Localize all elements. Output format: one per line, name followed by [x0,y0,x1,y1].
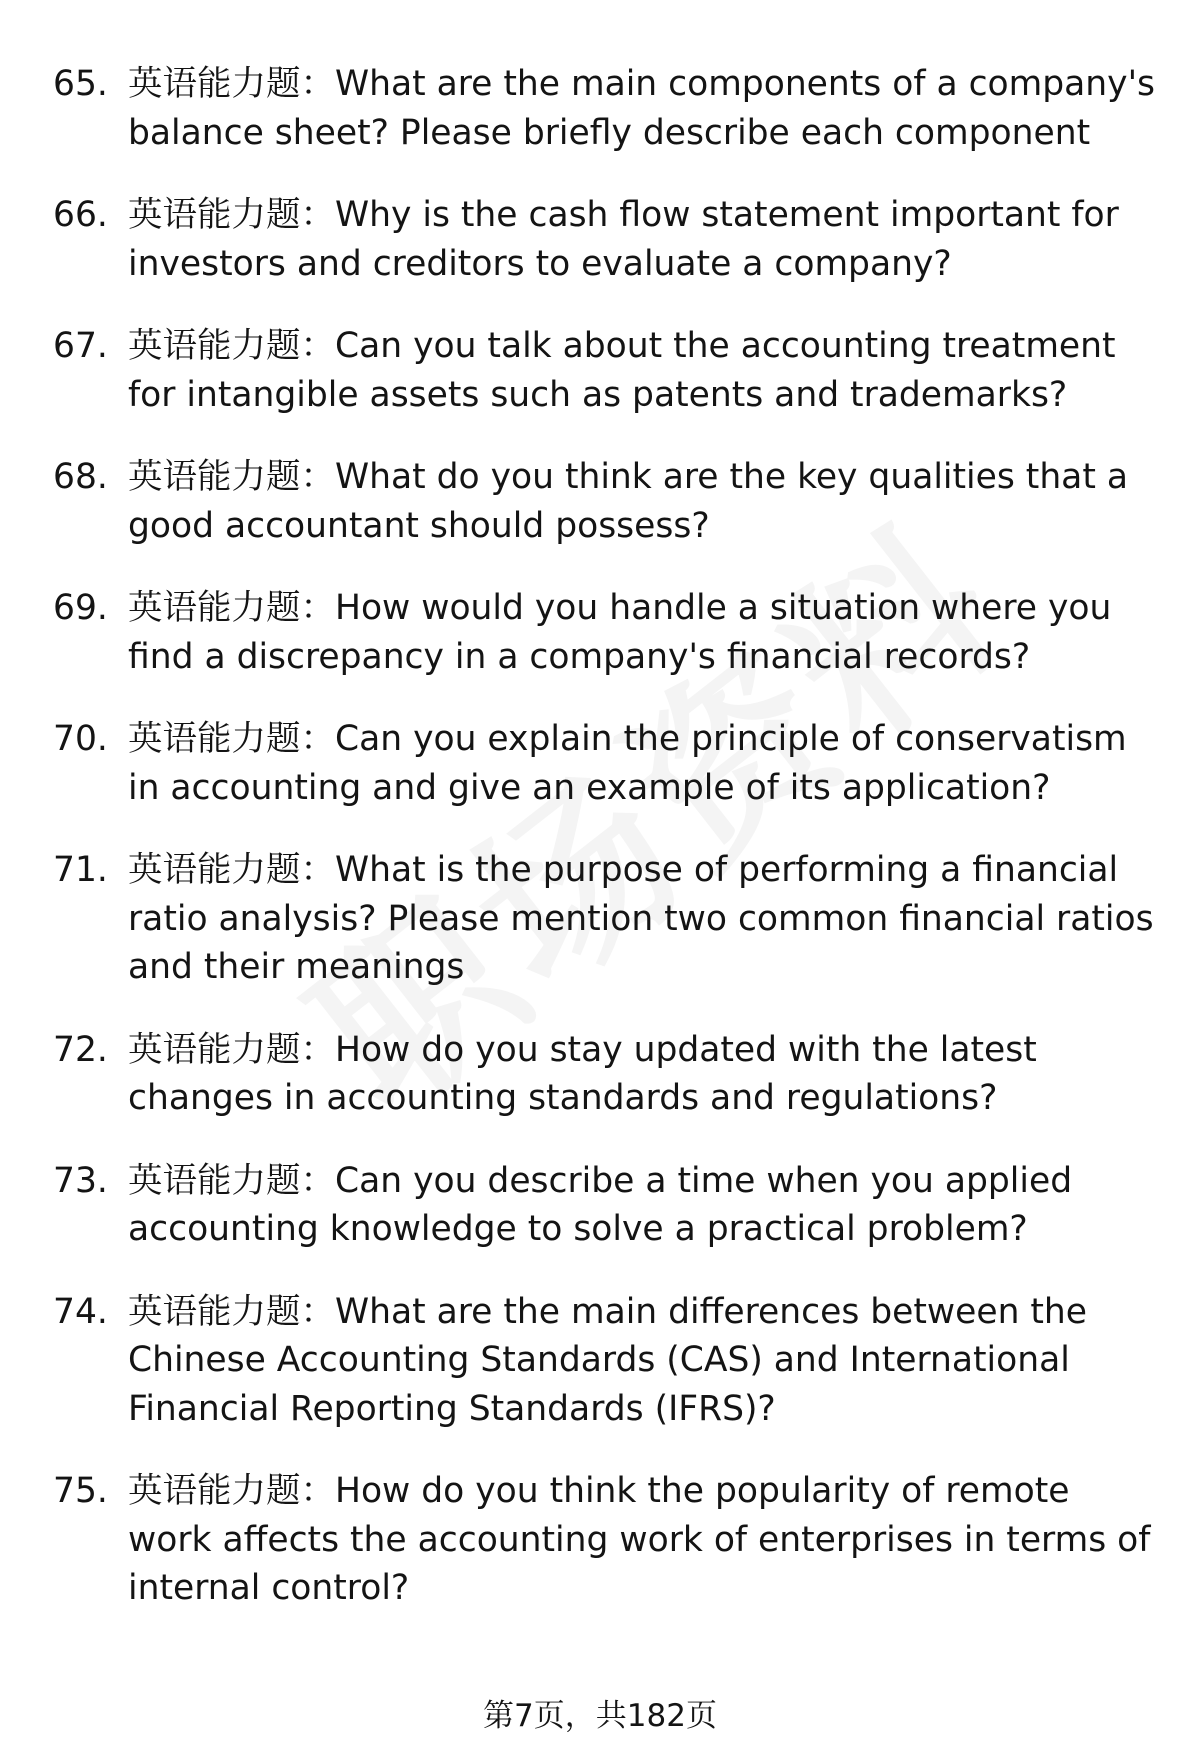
question-number: 67. [53,326,108,366]
question-item [0,191,1200,288]
question-prefix: 英语能力题： [128,1160,335,1201]
question-text [128,715,1160,812]
question-item [0,1467,1200,1613]
question-number: 74. [53,1291,108,1332]
question-prefix: 英语能力题： [128,719,335,759]
question-text [128,1026,1160,1123]
question-text [128,322,1160,419]
question-prefix: 英语能力题： [128,326,335,366]
question-item [0,1157,1200,1254]
question-body: What do you think are the key qualities that a good accountant should possess? [128,457,1128,546]
question-prefix: 英语能力题： [128,850,335,890]
question-item [0,846,1200,992]
question-item [0,715,1200,812]
question-body: Why is the cash flow statement important for investors and creditors to evaluate a company? [128,195,1119,284]
question-prefix: 英语能力题： [128,1471,335,1511]
question-body: What are the main components of a company's balance sheet? Please briefly describe each component [128,64,1156,153]
question-item [0,1026,1200,1123]
question-number: 71. [53,850,108,890]
question-prefix: 英语能力题： [128,588,335,628]
question-body: Can you describe a time when you applied accounting knowledge to solve a practical problem? [128,1160,1073,1249]
question-number: 73. [53,1160,108,1201]
question-number: 72. [53,1029,108,1070]
question-prefix: 英语能力题： [128,1291,335,1332]
question-number: 69. [53,588,108,628]
question-body: Can you talk about the accounting treatment for intangible assets such as patents and trademarks? [128,326,1116,415]
question-text [128,846,1160,992]
question-item [0,584,1200,681]
question-number: 75. [53,1471,108,1511]
question-item [0,322,1200,419]
question-number: 66. [53,195,108,235]
question-text [128,453,1160,550]
question-text [128,60,1160,157]
question-text [128,1157,1160,1254]
question-item [0,60,1200,157]
question-item [0,453,1200,550]
page-footer: 第7页，共182页 [483,1698,717,1734]
question-number: 65. [53,64,108,104]
question-body: How would you handle a situation where you find a discrepancy in a company's financial records? [128,588,1112,677]
question-prefix: 英语能力题： [128,1029,335,1070]
question-body: How do you stay updated with the latest changes in accounting standards and regulations? [128,1029,1037,1118]
question-body: Can you explain the principle of conservatism in accounting and give an example of its application? [128,719,1127,808]
question-body: What are the main differences between the Chinese Accounting Standards (CAS) and International Financial Reporting Standards (IFRS)? [128,1291,1088,1429]
question-prefix: 英语能力题： [128,457,335,497]
question-text [128,1467,1160,1613]
question-body: What is the purpose of performing a financial ratio analysis? Please mention two common financial ratios and their meanings [128,850,1154,987]
question-text [128,191,1160,288]
question-number: 68. [53,457,108,497]
question-item [0,1288,1200,1434]
question-prefix: 英语能力题： [128,195,335,235]
question-body: How do you think the popularity of remote work affects the accounting work of enterprises in terms of internal control? [128,1471,1151,1608]
question-list [0,60,1200,1647]
question-text [128,1288,1160,1434]
question-text [128,584,1160,681]
question-number: 70. [53,719,108,759]
question-prefix: 英语能力题： [128,64,335,104]
